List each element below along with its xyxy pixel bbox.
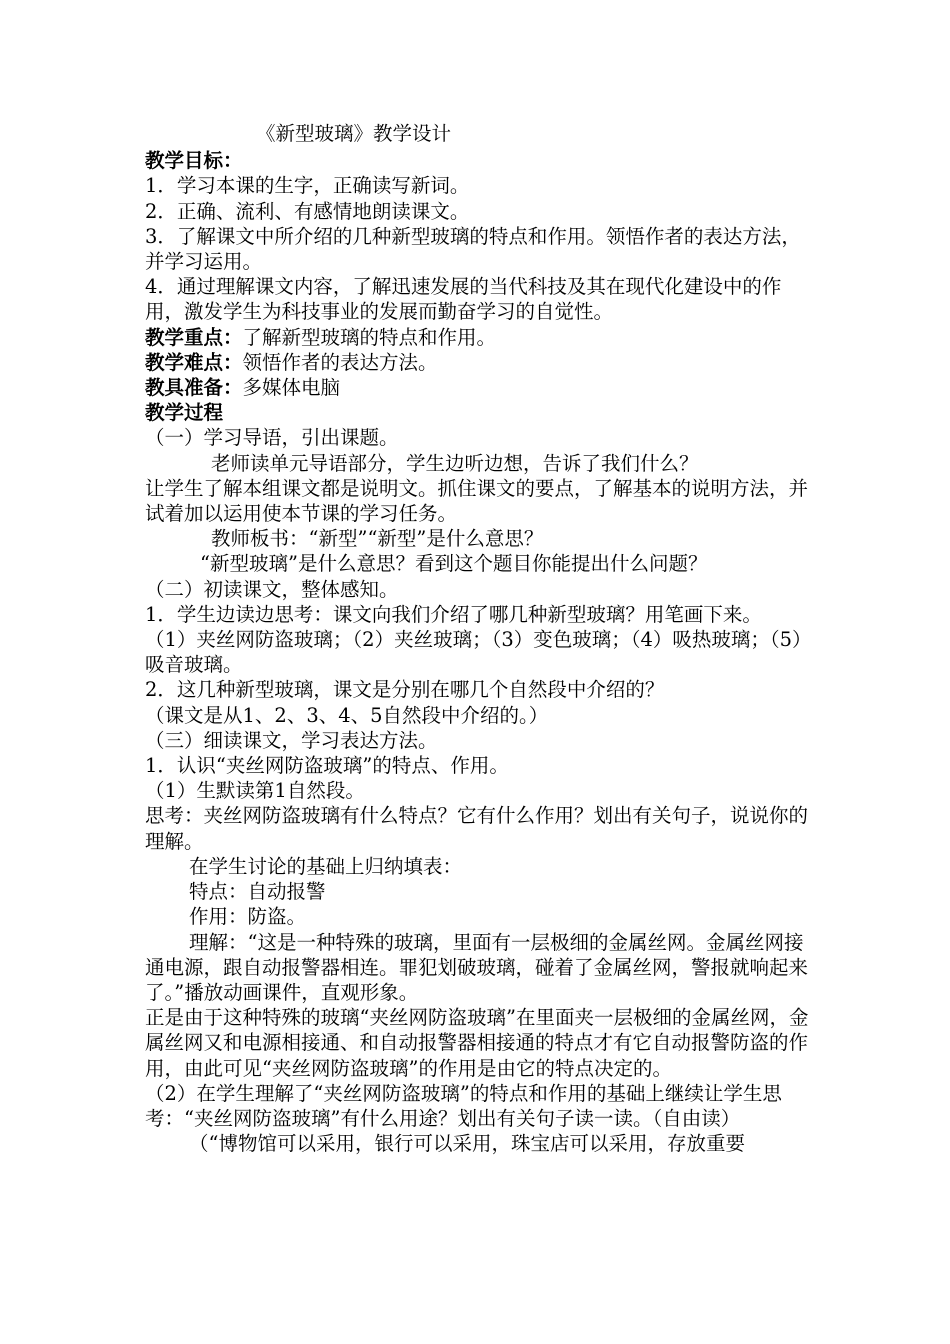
difficulty-line (145, 350, 810, 375)
document-body (145, 121, 810, 1156)
tools-label: 教具准备： (145, 376, 243, 400)
key-point-label: 教学重点： (145, 325, 243, 349)
paragraph: 正是由于这种特殊的玻璃“夹丝网防盗玻璃”在里面夹一层极细的金属丝网，金属丝网又和电源相接通、和自动报警器相接通的特点才有它自动报警防盗的作用，由此可见“夹丝网防盗玻璃”的作用是由它的特点决定的。 (145, 1006, 809, 1080)
paragraph: 在学生讨论的基础上归纳填表： (189, 854, 463, 878)
document-title: 《新型玻璃》教学设计 (256, 122, 452, 145)
section-heading: （一）学习导语，引出课题。 (145, 426, 399, 450)
section-heading: （二）初读课文，整体感知。 (145, 577, 399, 601)
paragraph: （“博物馆可以采用，银行可以采用，珠宝店可以采用，存放重要 (189, 1132, 745, 1156)
objective-item: 1．学习本课的生字，正确读写新词。 (145, 174, 470, 198)
paragraph: 老师读单元导语部分，学生边听边想，告诉了我们什么？ (211, 451, 699, 475)
paragraph: 1．学生边读边思考：课文向我们介绍了哪几种新型玻璃？用笔画下来。 (145, 602, 762, 626)
section-heading: （三）细读课文，学习表达方法。 (145, 728, 438, 752)
paragraph: （1）夹丝网防盗玻璃；（2）夹丝玻璃；（3）变色玻璃；（4）吸热玻璃；（5）吸音玻璃。 (145, 628, 802, 677)
paragraph: 让学生了解本组课文都是说明文。抓住课文的要点，了解基本的说明方法，并试着加以运用使本节课的学习任务。 (145, 476, 809, 526)
objective-item: 4．通过理解课文内容，了解迅速发展的当代科技及其在现代化建设中的作用，激发学生为科技事业的发展而勤奋学习的自觉性。 (145, 275, 782, 324)
objectives-heading: 教学目标： (145, 149, 243, 173)
objective-item: 3．了解课文中所介绍的几种新型玻璃的特点和作用。领悟作者的表达方法，并学习运用。 (145, 224, 801, 274)
paragraph: （1）生默读第1自然段。 (145, 779, 365, 803)
process-heading: 教学过程 (145, 401, 224, 425)
tools-text: 多媒体电脑 (242, 376, 341, 400)
tools-line (145, 375, 810, 400)
key-point-text: 了解新型玻璃的特点和作用。 (242, 325, 497, 349)
paragraph: “新型玻璃”是什么意思？看到这个题目你能提出什么问题？ (200, 552, 708, 576)
paragraph: （2）在学生理解了“夹丝网防盗玻璃”的特点和作用的基础上继续让学生思考：“夹丝网防盗玻璃”有什么用途？划出有关句子读一读。（自由读） (145, 1081, 782, 1130)
paragraph: 理解：“这是一种特殊的玻璃，里面有一层极细的金属丝网。金属丝网接通电源，跟自动报警器相连。罪犯划破玻璃，碰着了金属丝网，警报就响起来了。”播放动画课件，直观形象。 (145, 930, 809, 1004)
paragraph: 教师板书：“新型”“新型”是什么意思？ (211, 527, 544, 551)
paragraph: 2．这几种新型玻璃，课文是分别在哪几个自然段中介绍的？ (145, 678, 665, 702)
paragraph: （课文是从1、2、3、4、5自然段中介绍的。） (145, 703, 549, 727)
paragraph: 1．认识“夹丝网防盗玻璃”的特点、作用。 (145, 754, 509, 778)
objective-item: 2．正确、流利、有感情地朗读课文。 (145, 199, 470, 223)
key-point-line (145, 325, 810, 350)
paragraph: 思考：夹丝网防盗玻璃有什么特点？它有什么作用？划出有关句子，说说你的理解。 (145, 804, 809, 853)
paragraph: 特点：自动报警 (189, 880, 326, 904)
paragraph: 作用：防盗。 (189, 905, 307, 929)
difficulty-label: 教学难点： (145, 350, 243, 374)
difficulty-text: 领悟作者的表达方法。 (242, 350, 438, 374)
